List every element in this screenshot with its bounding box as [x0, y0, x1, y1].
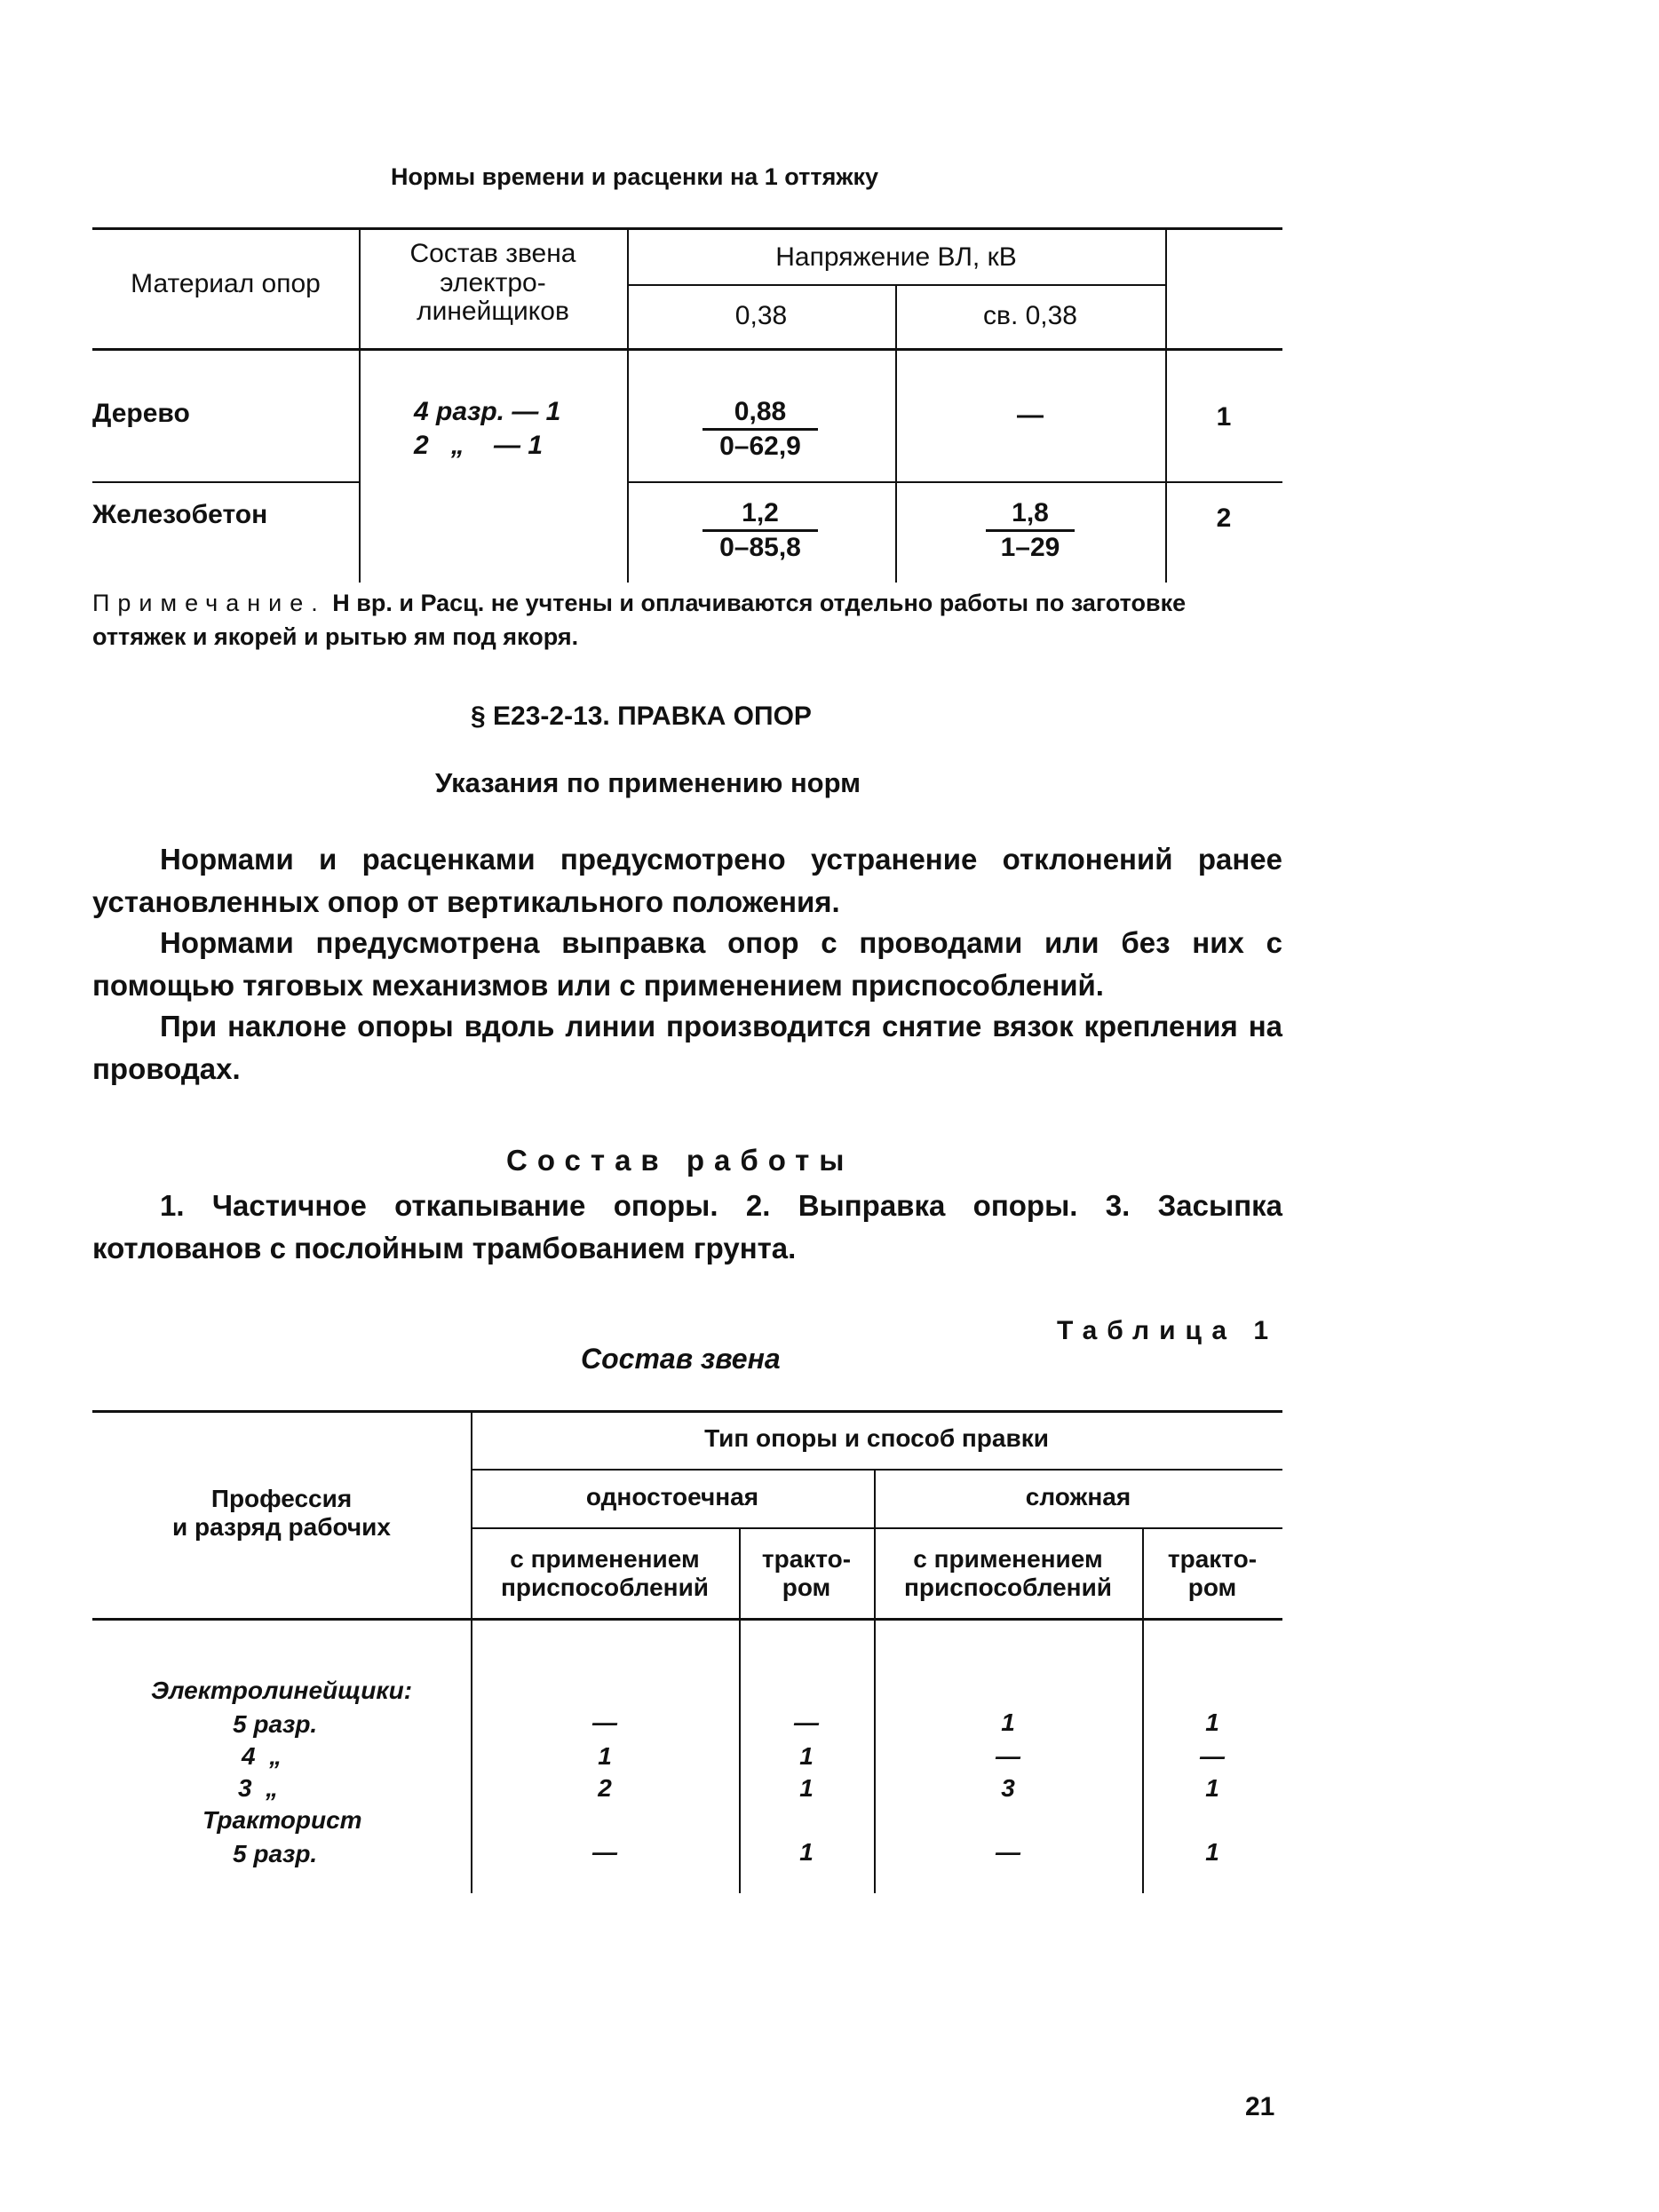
table2-caption: Состав звена	[581, 1343, 781, 1375]
table2-prof-line-3: 4 „	[242, 1742, 282, 1770]
table1-row2-v1-den: 0–85,8	[719, 533, 801, 562]
table1-crew-line-2: 2 „ — 1	[414, 431, 544, 460]
table2-prof-line-1: Электролинейщики:	[150, 1677, 413, 1704]
table2-head-col-1	[471, 1545, 739, 1602]
table2-top-rule	[92, 1410, 1282, 1413]
table1-row2-v2-num: 1,8	[1012, 498, 1049, 527]
table2-cell: —	[996, 1838, 1020, 1866]
table2-cell: 1	[598, 1742, 612, 1770]
paragraph-1-text: Нормами и расценками предусмотрено устранение отклонений ранее установленных опор от вертикального положения.	[92, 843, 1282, 918]
table2-sub-rule	[471, 1527, 1282, 1529]
table2-head-col-3	[874, 1545, 1142, 1602]
table1-head-crew	[359, 238, 627, 327]
table2-cell: —	[592, 1838, 617, 1866]
table1-row1-material: Дерево	[92, 399, 190, 428]
table2-cell: —	[996, 1742, 1020, 1770]
note-text: Н вр. и Расц. не учтены и оплачиваются отдельно работы по заготовке оттяжек и якорей и рытью ям под якоря.	[92, 590, 1187, 650]
table1-row-rule-b	[627, 481, 1282, 483]
section-subtitle: Указания по применению норм	[435, 767, 861, 798]
table2-prof-line-6: 5 разр.	[233, 1840, 318, 1867]
table1-crew-line-1: 4 разр. — 1	[414, 397, 561, 426]
table2-label: Таблица 1	[1057, 1316, 1279, 1345]
table1-row2-v1-fraction	[680, 497, 840, 564]
table2-prof-line-4: 3 „	[238, 1774, 279, 1802]
table1-row2-index: 2	[1216, 503, 1232, 533]
table2-cell: 1	[1001, 1709, 1015, 1736]
table2-cell: 1	[799, 1742, 814, 1770]
table1-head-crew-line-1: Состав звена	[409, 239, 576, 268]
table2-header-rule	[92, 1618, 1282, 1621]
table2-head-col-4-line-2: ром	[1187, 1574, 1237, 1601]
table2-head-col-2-line-2: ром	[782, 1574, 831, 1601]
table1-head-v1: 0,38	[734, 301, 788, 330]
paragraph-2	[92, 922, 1282, 1007]
table2-head-col-2	[739, 1545, 874, 1602]
work-text	[92, 1185, 1282, 1270]
table2-head-profession-line-1: Профессия	[210, 1485, 353, 1512]
table1-row2-v2-den: 1–29	[1000, 533, 1060, 562]
table1-title: Нормы времени и расценки на 1 оттяжку	[391, 163, 879, 190]
table2-head-col-1-line-1: с применением	[510, 1545, 700, 1573]
table2-head-col-4-line-1: тракто-	[1167, 1545, 1258, 1573]
table1-row1-v2: —	[1017, 400, 1044, 430]
table2-cell: 1	[799, 1774, 814, 1802]
table1-row2-material: Железобетон	[92, 500, 268, 529]
table2-cell: 1	[1205, 1838, 1219, 1866]
table2-head-complex: сложная	[1025, 1483, 1131, 1510]
table1-row1-v1-fraction	[680, 396, 840, 463]
table2-head-col-2-line-1: тракто-	[761, 1545, 852, 1573]
table1-row2-v1-num: 1,2	[742, 498, 779, 527]
table1-row1-v1-den: 0–62,9	[719, 432, 801, 461]
table1-row1-index: 1	[1216, 402, 1232, 432]
table1-head-v2: св. 0,38	[983, 301, 1077, 330]
table2-prof-line-2: 5 разр.	[233, 1710, 318, 1738]
table2-head-col-3-line-2: приспособлений	[903, 1574, 1113, 1601]
paragraph-3	[92, 1005, 1282, 1090]
table2-type-rule	[471, 1469, 1282, 1471]
table2-cell: —	[592, 1709, 617, 1736]
table2-cell: —	[794, 1709, 819, 1736]
table2-col-divider-3	[874, 1469, 876, 1893]
table2-head-col-3-line-1: с применением	[913, 1545, 1103, 1573]
table2-cell: 2	[598, 1774, 612, 1802]
table2-cell: 1	[1205, 1774, 1219, 1802]
table2-prof-line-5: Тракторист	[202, 1806, 362, 1834]
table2-cell: 1	[1205, 1709, 1219, 1736]
table2-cell: 1	[799, 1838, 814, 1866]
work-title: Состав работы	[506, 1144, 854, 1177]
table1-top-rule	[92, 227, 1282, 230]
table2-cell: —	[1200, 1742, 1225, 1770]
paragraph-2-text: Нормами предусмотрена выправка опор с проводами или без них с помощью тяговых механизмов или с применением приспособлений.	[92, 926, 1282, 1002]
table1-row1-v1-num: 0,88	[734, 397, 787, 426]
table1-row2-v2-fraction	[950, 497, 1110, 564]
table1-head-voltage: Напряжение ВЛ, кВ	[775, 242, 1017, 272]
note-lead: Примечание.	[92, 590, 326, 616]
paragraph-1	[92, 838, 1282, 924]
table1-col-divider-2	[627, 227, 629, 583]
table2-cell: 3	[1001, 1774, 1015, 1802]
table2-head-profession-line-2: и разряд рабочих	[172, 1513, 391, 1541]
work-text-body: 1. Частичное откапывание опоры. 2. Выправка опоры. 3. Засыпка котлованов с послойным трамбованием грунта.	[92, 1189, 1282, 1265]
table2-head-single: одностоечная	[585, 1483, 759, 1510]
table2-head-col-1-line-2: приспособлений	[500, 1574, 710, 1601]
table1-row-rule-a	[92, 481, 359, 483]
table1-head-crew-line-2: электро-	[440, 268, 546, 297]
page-number: 21	[1245, 2092, 1275, 2121]
table1-header-rule	[92, 348, 1282, 351]
section-title: § Е23-2-13. ПРАВКА ОПОР	[471, 702, 812, 731]
table1-note	[92, 586, 1282, 654]
table2-head-col-4	[1142, 1545, 1282, 1602]
table2-head-profession	[92, 1485, 471, 1542]
table1-head-material: Материал опор	[131, 269, 321, 298]
table2-head-type: Тип опоры и способ правки	[704, 1424, 1049, 1452]
table1-head-crew-line-3: линейщиков	[417, 297, 569, 326]
paragraph-3-text: При наклоне опоры вдоль линии производится снятие вязок крепления на проводах.	[92, 1010, 1282, 1085]
